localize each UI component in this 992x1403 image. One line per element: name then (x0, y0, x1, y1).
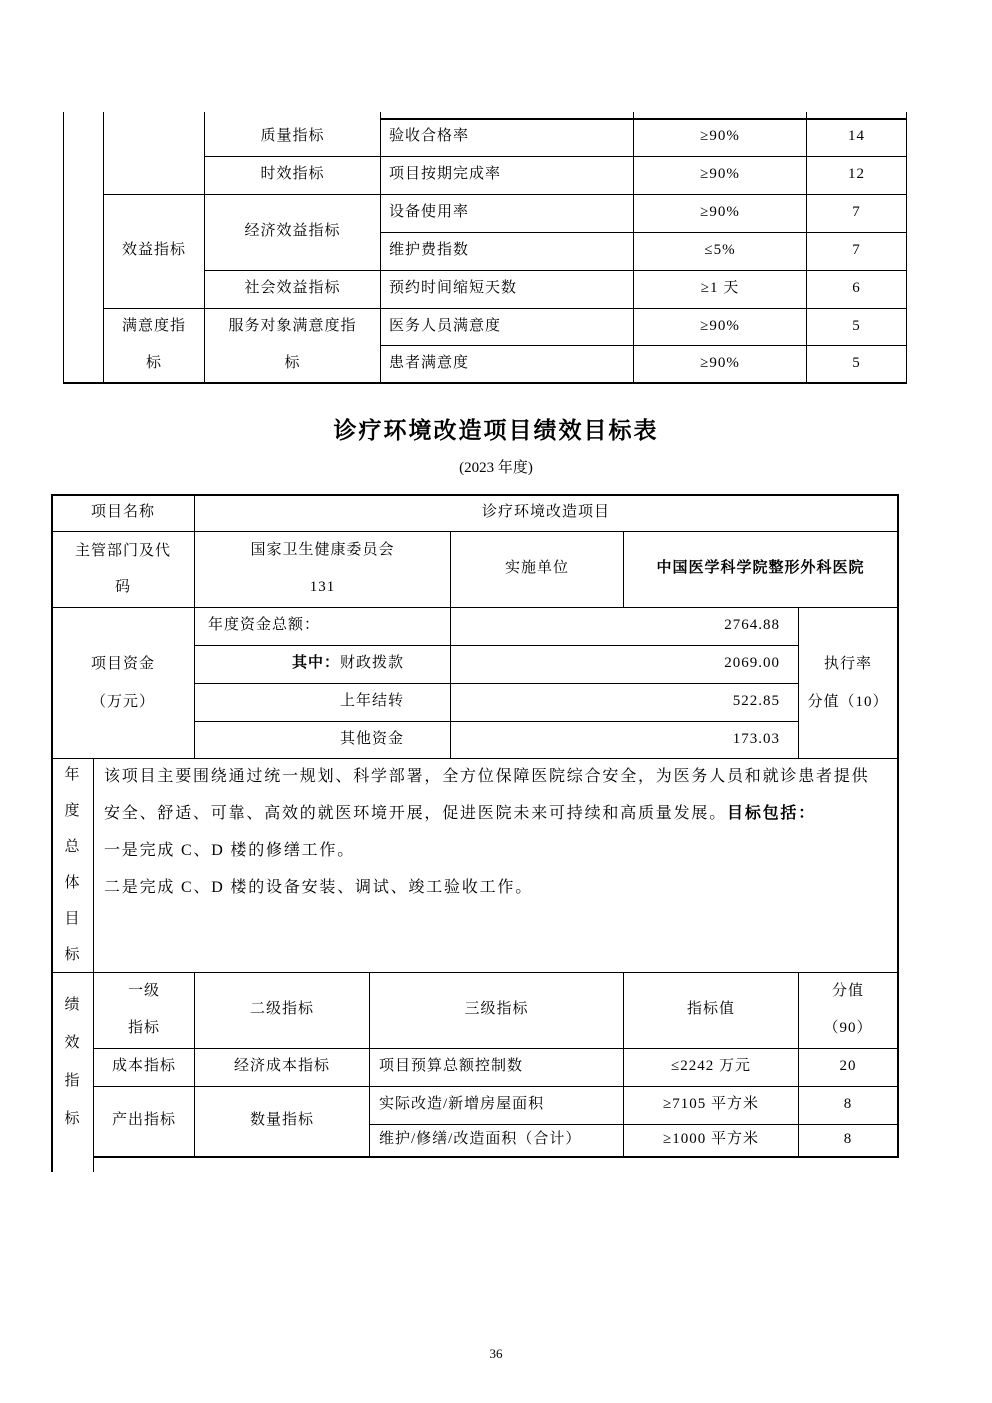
label-line: 标 (145, 355, 162, 371)
goal-text: 安全、舒适、可靠、高效的就医环境开展，促进医院未来可持续和高质量发展。 (104, 805, 728, 822)
perf-value-cell: ≥1000 平方米 (663, 1131, 759, 1148)
table-border-line (906, 112, 907, 384)
label-line: 标 (284, 355, 301, 371)
dept-name: 国家卫生健康委员会 (250, 542, 395, 558)
fund-row-label: 年度资金总额： (208, 617, 321, 634)
indicator-cell: 患者满意度 (389, 354, 470, 371)
score-cell: 5 (852, 354, 861, 371)
indicator-cell: 预约时间缩短天数 (389, 280, 518, 297)
page-title: 诊疗环境改造项目绩效目标表 (333, 418, 659, 443)
page-subtitle: (2023 年度) (459, 460, 533, 476)
perf-score-cell: 20 (839, 1058, 857, 1075)
annual-goal-text (94, 758, 897, 972)
table-border-line (93, 1156, 899, 1158)
label-line: 分值（10） (807, 693, 889, 710)
perf-header-score (799, 972, 897, 1048)
exec-rate-label (799, 607, 897, 758)
level2-quality-label: 质量指标 (260, 128, 325, 145)
label-line: 满意度指 (121, 318, 186, 334)
fund-row-value: 2069.00 (724, 655, 780, 672)
level2-social-benefit-label: 社会效益指标 (244, 280, 341, 297)
perf-header-level2: 二级指标 (249, 1001, 314, 1018)
perf-header-value: 指标值 (686, 1001, 735, 1018)
perf-indicator-cell: 实际改造/新增房屋面积 (379, 1096, 545, 1113)
target-cell: ≥90% (700, 166, 740, 183)
goal-line (104, 795, 816, 832)
label-prefix: 其中： (291, 655, 340, 672)
dept-code: 131 (309, 579, 336, 595)
fund-row-label (194, 645, 404, 683)
perf-score-cell: 8 (843, 1131, 853, 1148)
table-border-line (63, 112, 64, 384)
label-line: 项目资金 (90, 655, 155, 672)
target-cell: ≥90% (700, 317, 740, 334)
level2-time-label: 时效指标 (260, 166, 325, 183)
score-cell: 7 (852, 204, 861, 221)
perf-indicator-cell: 维护/修缮/改造面积（合计） (379, 1131, 582, 1148)
fund-row-label: 其他资金 (339, 730, 404, 747)
fund-row-value: 2764.88 (724, 617, 780, 634)
label-line: 分值 (831, 983, 864, 999)
perf-header-level1 (94, 972, 194, 1048)
goal-line: 该项目主要围绕通过统一规划、科学部署，全方位保障医院综合安全，为医务人员和就诊患者提供 (104, 768, 870, 785)
fund-label (52, 607, 194, 758)
vertical-label-text: 绩效指标 (64, 997, 81, 1127)
perf-output-sub: 数量指标 (249, 1112, 314, 1129)
project-name-value: 诊疗环境改造项目 (481, 503, 610, 520)
score-cell: 7 (852, 242, 861, 259)
perf-section-label (52, 972, 93, 1168)
score-cell: 6 (852, 280, 861, 297)
vertical-label-text: 年度总体目标 (64, 767, 81, 963)
score-cell: 5 (852, 317, 861, 334)
perf-value-cell: ≥7105 平方米 (663, 1096, 759, 1113)
fund-row-value: 522.85 (732, 693, 780, 710)
indicator-cell: 设备使用率 (389, 204, 470, 221)
indicator-cell: 维护费指数 (389, 242, 470, 259)
goal-line: 一是完成 C、D 楼的修缮工作。 (104, 842, 356, 859)
page-number: 36 (489, 1346, 503, 1361)
goal-line: 二是完成 C、D 楼的设备安装、调试、竣工验收工作。 (104, 879, 534, 896)
goal-text-bold: 目标包括： (727, 805, 817, 822)
level2-service-satisfaction-label (205, 308, 380, 382)
target-cell: ≥90% (700, 128, 740, 145)
project-name-label: 项目名称 (90, 503, 155, 520)
dept-label (52, 531, 194, 607)
label-line: 主管部门及代 (74, 543, 171, 559)
perf-output-category: 产出指标 (111, 1112, 176, 1129)
fund-row-value: 173.03 (732, 730, 780, 747)
label-line: 码 (114, 579, 131, 595)
label-line: 指标 (127, 1020, 160, 1036)
perf-score-cell: 8 (843, 1096, 853, 1113)
dept-value (195, 531, 450, 607)
label-line: 服务对象满意度指 (228, 318, 357, 334)
label-line: （90） (823, 1020, 873, 1036)
impl-unit-label: 实施单位 (504, 560, 569, 577)
target-cell: ≥1 天 (700, 280, 740, 297)
impl-unit-value: 中国医学科学院整形外科医院 (656, 560, 865, 577)
perf-header-level3: 三级指标 (464, 1001, 529, 1018)
table-border-line (380, 112, 381, 384)
label-line: 执行率 (823, 655, 872, 672)
level2-econ-benefit-label: 经济效益指标 (244, 223, 341, 240)
table-border-line (897, 494, 899, 1158)
perf-indicator-cell: 项目预算总额控制数 (379, 1058, 524, 1075)
perf-cost-sub: 经济成本指标 (233, 1058, 330, 1075)
indicator-cell: 医务人员满意度 (389, 317, 502, 334)
label-line: 财政拨款 (339, 655, 404, 672)
score-cell: 14 (848, 128, 865, 145)
level1-satisfaction-label (104, 308, 204, 382)
target-cell: ≤5% (704, 242, 736, 259)
level1-benefit-label: 效益指标 (121, 242, 186, 259)
annual-goal-label (52, 758, 93, 972)
perf-cost-category: 成本指标 (111, 1058, 176, 1075)
target-cell: ≥90% (700, 354, 740, 371)
table-border-line (63, 382, 907, 384)
label-line: 一级 (127, 983, 160, 999)
score-cell: 12 (848, 166, 865, 183)
indicator-cell: 验收合格率 (389, 128, 470, 145)
perf-value-cell: ≤2242 万元 (671, 1058, 751, 1075)
indicator-cell: 项目按期完成率 (389, 166, 502, 183)
fund-row-label: 上年结转 (339, 693, 404, 710)
label-line: （万元） (90, 693, 155, 710)
target-cell: ≥90% (700, 204, 740, 221)
